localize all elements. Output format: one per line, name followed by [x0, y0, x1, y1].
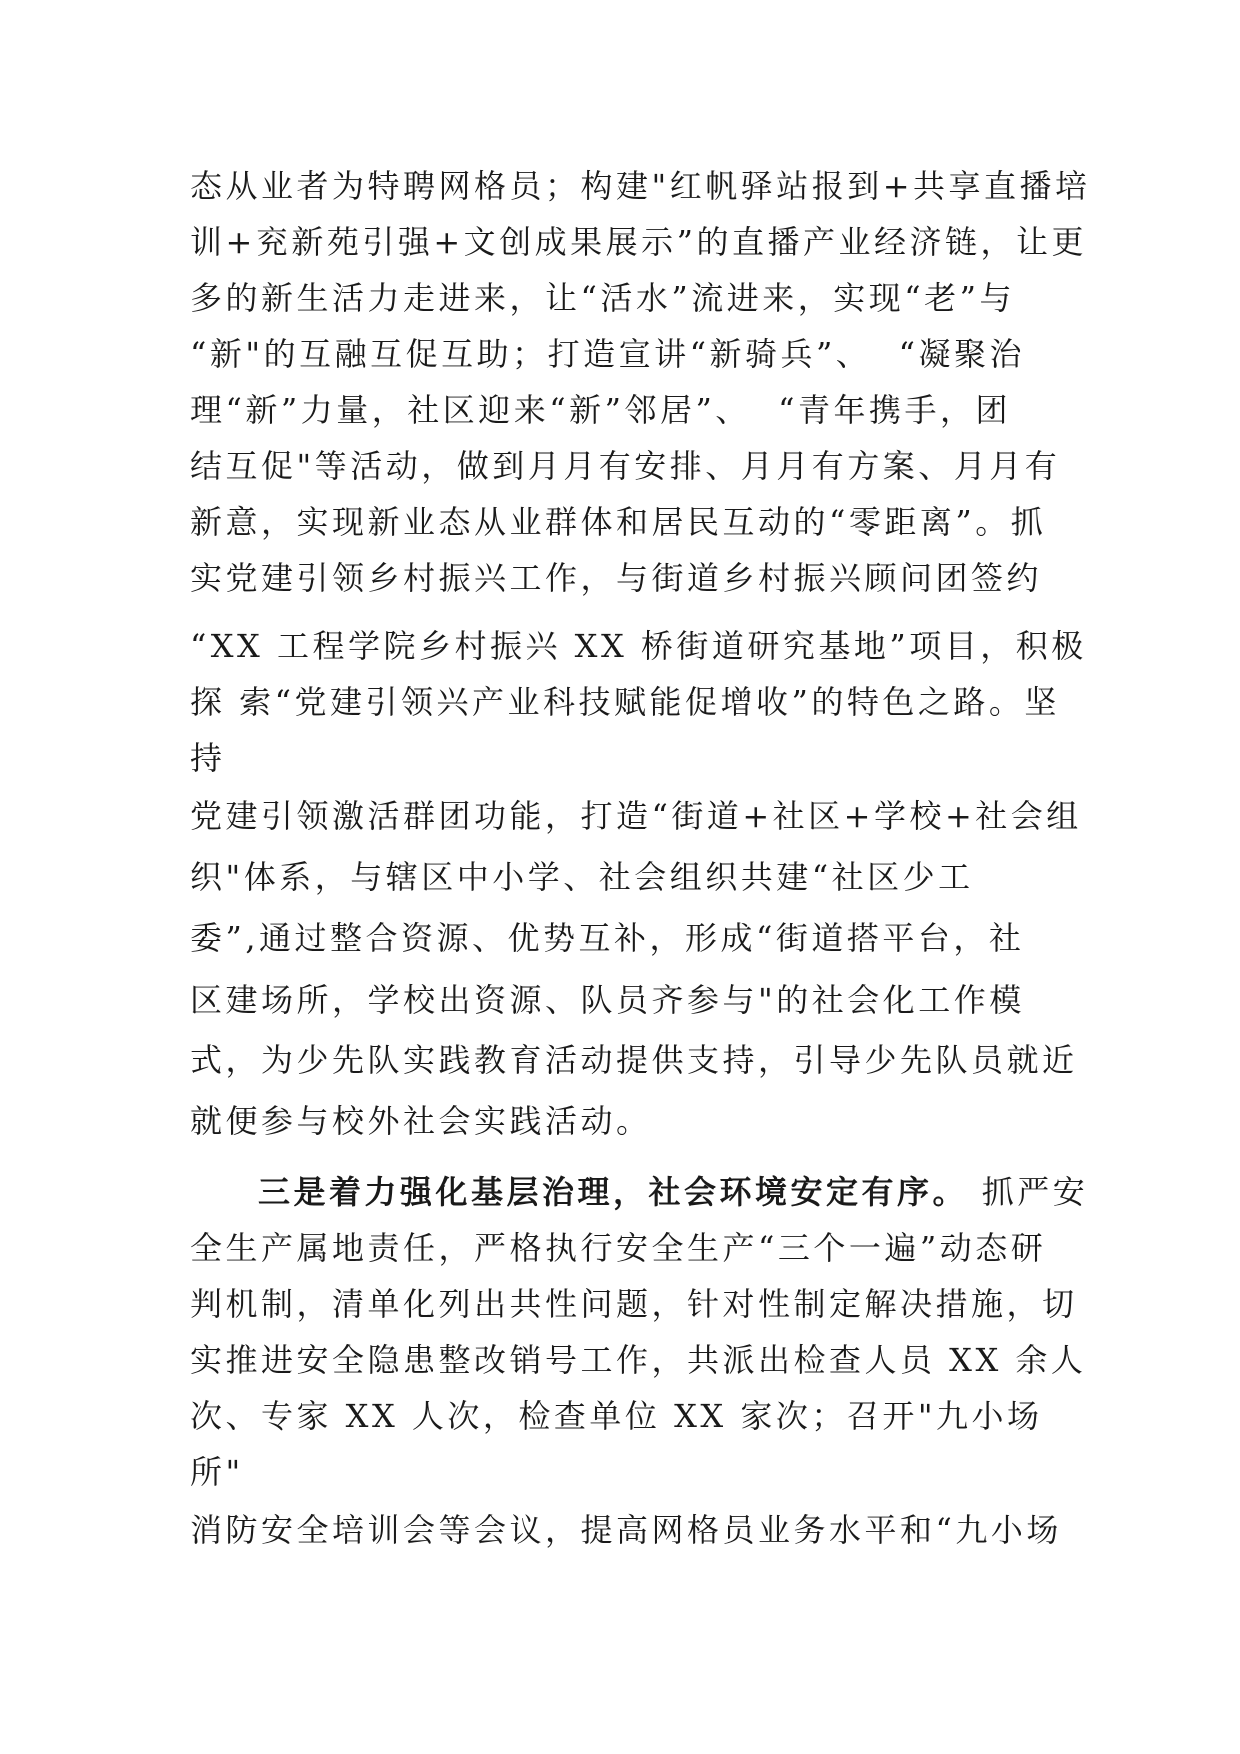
paragraph-line: 探 索“党建引领兴产业科技赋能促增收”的特色之路。坚	[190, 683, 1060, 721]
section-first-line	[258, 1172, 1088, 1212]
paragraph-line: 理“新”力量，社区迎来“新”邻居”、 “青年携手，团	[190, 391, 1012, 429]
paragraph-line: 就便参与校外社会实践活动。	[190, 1102, 652, 1140]
section-heading: 三是着力强化基层治理，社会环境安定有序。	[258, 1173, 969, 1211]
paragraph-line: 全生产属地责任，严格执行安全生产“三个一遍”动态研	[190, 1229, 1047, 1267]
paragraph-line: 党建引领激活群团功能，打造“街道+社区+学校+社会组	[190, 797, 1082, 835]
paragraph-line: 次、专家 XX 人次，检查单位 XX 家次；召开"九小场	[190, 1397, 1043, 1435]
paragraph-line: “XX 工程学院乡村振兴 XX 桥街道研究基地”项目，积极	[190, 627, 1087, 665]
paragraph-line: 实推进安全隐患整改销号工作，共派出检查人员 XX 余人	[190, 1341, 1087, 1379]
paragraph-line: 态从业者为特聘网格员；构建"红帆驿站报到+共享直播培	[190, 167, 1091, 205]
paragraph-line: 委”,通过整合资源、优势互补，形成“街道搭平台，社	[190, 919, 1025, 957]
paragraph-line: 训+兖新苑引强+文创成果展示”的直播产业经济链，让更	[190, 223, 1087, 261]
paragraph-line: 多的新生活力走进来，让“活水”流进来，实现“老”与	[190, 279, 1015, 317]
paragraph-line: 消防安全培训会等会议，提高网格员业务水平和“九小场	[190, 1511, 1062, 1549]
paragraph-line: 持	[190, 739, 226, 777]
section-heading-tail: 抓严安	[968, 1173, 1089, 1211]
paragraph-line: 结互促"等活动，做到月月有安排、月月有方案、月月有	[190, 447, 1061, 485]
paragraph-line: 区建场所，学校出资源、队员齐参与"的社会化工作模	[190, 981, 1025, 1019]
paragraph-line: 式，为少先队实践教育活动提供支持，引导少先队员就近	[190, 1041, 1078, 1079]
paragraph-line: 判机制，清单化列出共性问题，针对性制定解决措施，切	[190, 1285, 1078, 1323]
paragraph-line: 织"体系，与辖区中小学、社会组织共建“社区少工	[190, 858, 974, 896]
paragraph-line: 实党建引领乡村振兴工作，与街道乡村振兴顾问团签约	[190, 559, 1043, 597]
paragraph-line: 新意，实现新业态从业群体和居民互动的“零距离”。抓	[190, 503, 1047, 541]
paragraph-line: 所"	[190, 1453, 244, 1491]
paragraph-line: “新"的互融互促互助；打造宣讲“新骑兵”、 “凝聚治	[190, 335, 1026, 373]
